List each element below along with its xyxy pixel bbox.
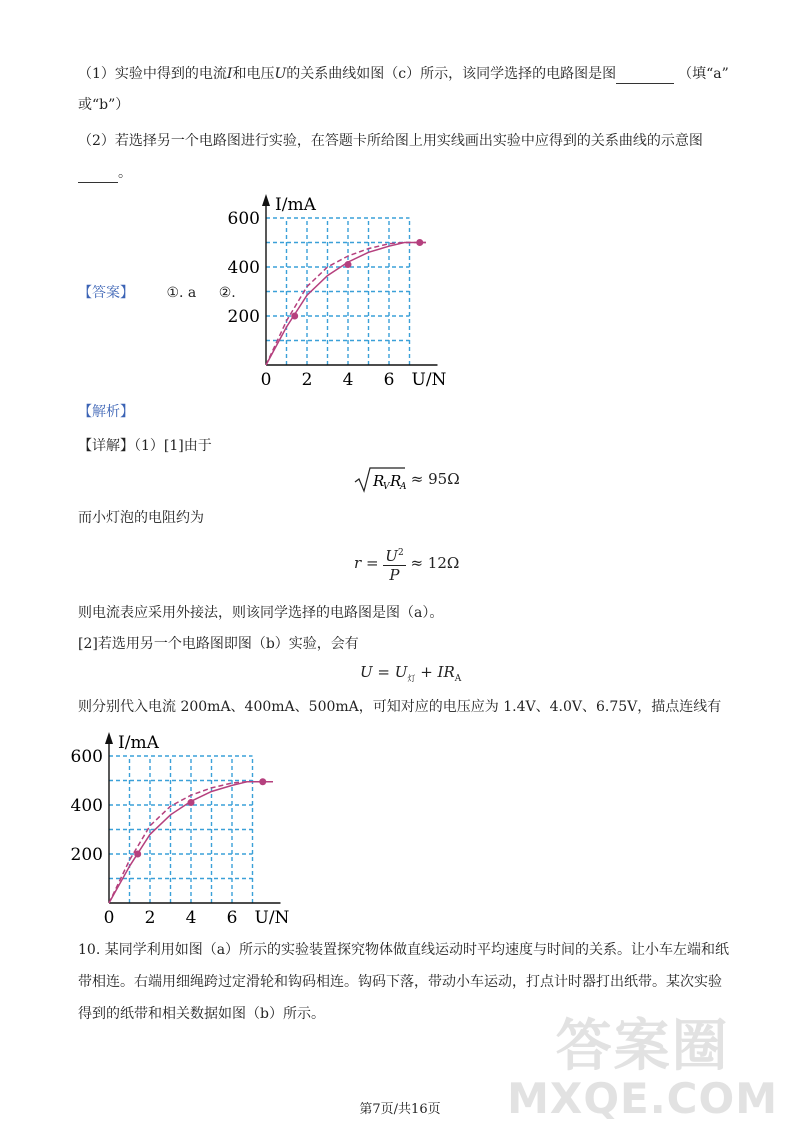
equation-1-value: ≈ 95Ω — [410, 470, 460, 488]
detail-line — [78, 436, 212, 456]
y-axis-label: I/mA — [275, 195, 316, 215]
q9-part1-text-d: （填“a” — [678, 66, 729, 82]
fraction: $\frac{U^2}{P}$ — [383, 544, 405, 584]
watermark-logo — [507, 1014, 778, 1123]
page-footer: 第7页/共16页 — [359, 1102, 441, 1117]
x-tick-label: 0 — [103, 908, 115, 928]
answer-blank-2[interactable] — [78, 168, 118, 183]
q9-part1-text: （1）实验中得到的电流 — [78, 66, 227, 82]
y-axis-arrow — [105, 732, 113, 744]
q10-line1: 10. 某同学利用如图（a）所示的实验装置探究物体做直线运动时平均速度与时间的关系。让小车左端和纸 — [78, 942, 730, 958]
equation-sqrt — [354, 466, 460, 494]
x-axis-label: U/N — [254, 908, 290, 928]
x-tick-label: 4 — [185, 908, 197, 928]
analysis-label: 【解析】 — [78, 404, 134, 420]
q9-part1-text-c: 的关系曲线如图（c）所示，该同学选择的电路图是图 — [286, 66, 617, 82]
conclusion-text: 则电流表应采用外接法，则该同学选择的电路图是图（a）。 — [78, 605, 444, 621]
answer-text-2: ②. — [218, 285, 236, 301]
data-point — [134, 851, 141, 858]
y-axis-label: I/mA — [118, 733, 159, 753]
var-U: U — [274, 66, 287, 82]
x-tick-label: 2 — [144, 908, 156, 928]
q9-part2-end: 。 — [118, 165, 132, 181]
svg-text:V: V — [383, 482, 390, 492]
x-tick-label: 6 — [226, 908, 238, 928]
answer-text-1: ①. a — [166, 285, 197, 301]
q9-part2-line1: （2）若选择另一个电路图进行实验，在答题卡所给图上用实线画出实验中应得到的关系曲线的示意图 — [78, 133, 703, 149]
substitution-text: 则分别代入电流 200mA、400mA、500mA，可知对应的电压应为 1.4V、4.0V、6.75V，描点连线有 — [78, 699, 722, 715]
y-tick-label: 600 — [227, 209, 260, 229]
x-axis-label: U/N — [411, 370, 447, 390]
part2-text: [2]若选用另一个电路图即图（b）实验，会有 — [78, 636, 359, 652]
q9-part1-line1 — [78, 64, 729, 84]
sqrt-symbol — [354, 466, 406, 494]
detail-label: 【详解】 — [78, 438, 134, 454]
q9-part2-line2 — [78, 163, 132, 183]
var-I: I — [226, 66, 233, 82]
svg-text:A: A — [400, 482, 406, 492]
x-tick-label: 6 — [383, 370, 395, 390]
equation-2-value: ≈ 12Ω — [410, 554, 460, 572]
detail-text: （1）[1]由于 — [134, 438, 212, 454]
y-tick-label: 400 — [227, 258, 260, 278]
data-point — [259, 778, 266, 785]
equation-u: $U = U_灯 + IR_A$ — [360, 663, 462, 684]
answer-blank-1[interactable] — [616, 69, 674, 84]
svg-text:R: R — [373, 472, 385, 490]
q9-part1-text-b: 和电压 — [232, 66, 275, 82]
data-point — [188, 799, 195, 806]
data-point — [345, 261, 352, 268]
x-tick-label: 4 — [342, 370, 354, 390]
y-tick-label: 400 — [70, 796, 103, 816]
y-tick-label: 200 — [70, 845, 103, 865]
dashed-curve — [266, 243, 426, 366]
x-tick-label: 2 — [301, 370, 313, 390]
x-tick-label: 0 — [260, 370, 272, 390]
data-point — [291, 313, 298, 320]
watermark-line2: MXQE.COM — [507, 1074, 778, 1123]
data-point — [416, 239, 423, 246]
answer-row — [78, 283, 236, 303]
y-tick-label: 600 — [70, 747, 103, 767]
y-axis-arrow — [262, 194, 270, 206]
q10-line2: 带相连。右端用细绳跨过定滑轮和钩码相连。钩码下落，带动小车运动，打点计时器打出纸带。某次实验 — [78, 974, 722, 990]
y-tick-label: 200 — [227, 307, 260, 327]
svg-text:R: R — [390, 472, 402, 490]
answer-label: 【答案】 — [78, 285, 134, 301]
q10-line3: 得到的纸带和相关数据如图（b）所示。 — [78, 1006, 325, 1022]
analysis-chart — [68, 728, 298, 928]
equation-r: r = $\frac{U^2}{P}$ ≈ 12Ω — [354, 544, 459, 584]
answer-chart — [225, 190, 455, 395]
solid-curve — [266, 243, 426, 366]
watermark-line1: 答案圈 — [555, 1014, 730, 1079]
bulb-text: 而小灯泡的电阻约为 — [78, 510, 204, 526]
q9-part1-line2: 或“b”） — [78, 97, 130, 113]
